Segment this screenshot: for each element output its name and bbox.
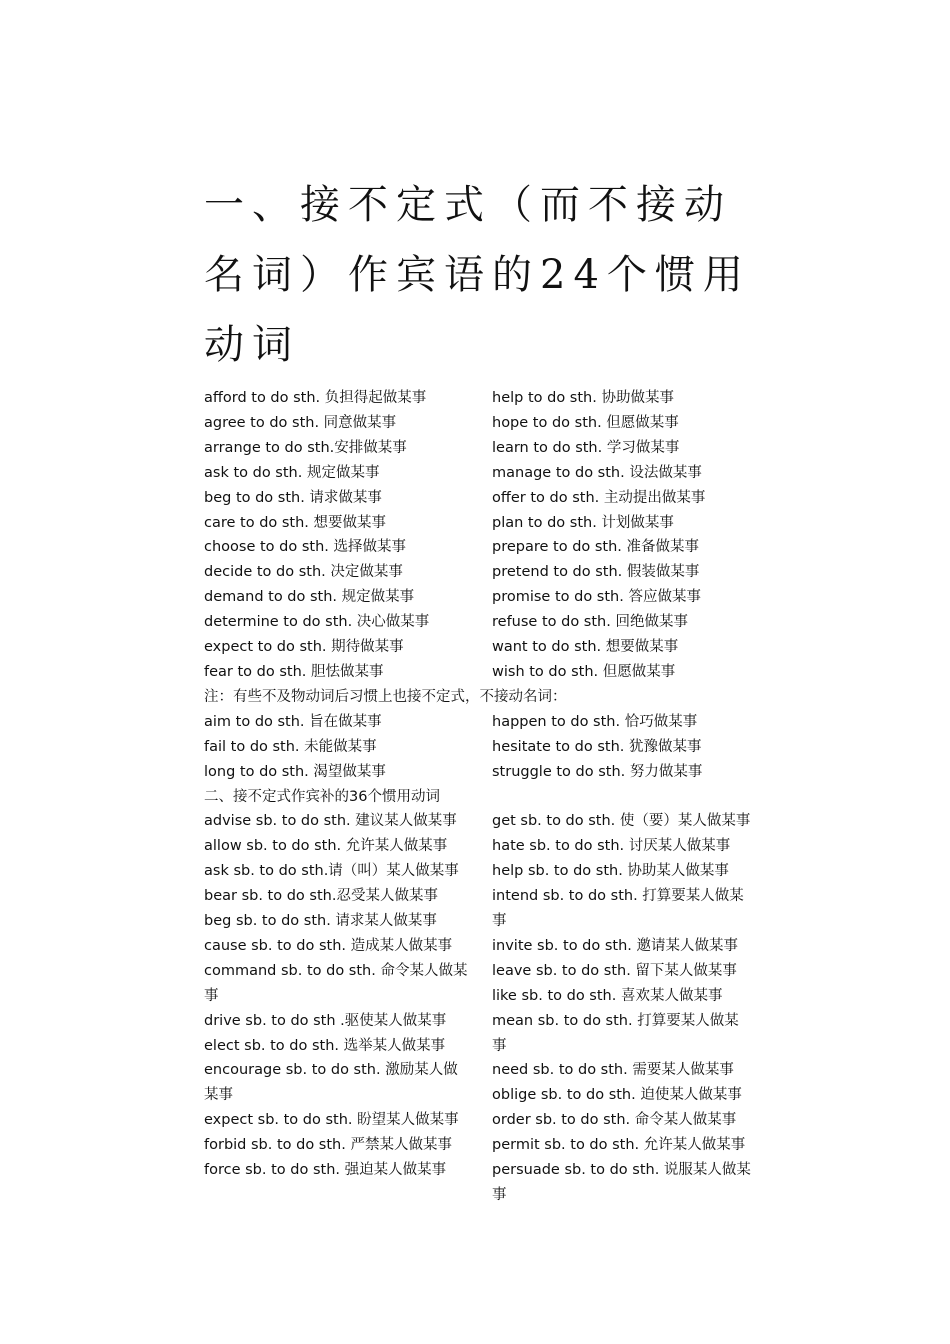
list-item: cause sb. to do sth. 造成某人做某事 — [204, 937, 453, 954]
list-item: afford to do sth. 负担得起做某事 — [204, 390, 427, 406]
list-item: plan to do sth. 计划做某事 — [492, 514, 674, 531]
section2-list — [204, 809, 752, 1208]
list-item: beg to do sth. 请求做某事 — [204, 489, 382, 506]
list-item: fear to do sth. 胆怯做某事 — [204, 663, 384, 680]
list-item: demand to do sth. 规定做某事 — [204, 589, 415, 606]
note-text: 注：有些不及物动词后习惯上也接不定式，不接动名词： — [204, 688, 567, 705]
list-item: forbid sb. to do sth. 严禁某人做某事 — [204, 1137, 452, 1154]
list-item: need sb. to do sth. 需要某人做某事 — [492, 1062, 734, 1079]
list-item: intend sb. to do sth. 打算要某人做某事 — [492, 888, 744, 930]
list-item: hope to do sth. 但愿做某事 — [492, 414, 679, 431]
list-item: pretend to do sth. 假装做某事 — [492, 564, 700, 581]
page-title: 一、接不定式（而不接动名词）作宾语的24个惯用动词 — [204, 182, 751, 368]
section2-right-column — [492, 809, 752, 1208]
list-item: command sb. to do sth. 命令某人做某事 — [204, 962, 468, 1004]
list-item: fail to do sth. 未能做某事 — [204, 738, 377, 755]
list-item: manage to do sth. 设法做某事 — [492, 464, 702, 481]
list-item: decide to do sth. 决定做某事 — [204, 564, 403, 581]
document-page — [204, 170, 752, 1208]
list-item: permit sb. to do sth. 允许某人做某事 — [492, 1137, 746, 1154]
list-item: wish to do sth. 但愿做某事 — [492, 663, 676, 680]
list-item: care to do sth. 想要做某事 — [204, 514, 387, 531]
section1-right-column — [492, 386, 752, 685]
list-item: force sb. to do sth. 强迫某人做某事 — [204, 1162, 447, 1179]
list-item: ask sb. to do sth.请（叫）某人做某事 — [204, 863, 459, 880]
list-item: hate sb. to do sth. 讨厌某人做某事 — [492, 838, 731, 855]
list-item: struggle to do sth. 努力做某事 — [492, 763, 703, 780]
list-item: prepare to do sth. 准备做某事 — [492, 539, 700, 556]
list-item: arrange to do sth.安排做某事 — [204, 439, 407, 456]
list-item: choose to do sth. 选择做某事 — [204, 539, 406, 556]
list-item: drive sb. to do sth .驱使某人做某事 — [204, 1012, 447, 1029]
list-item: order sb. to do sth. 命令某人做某事 — [492, 1112, 737, 1129]
list-item: mean sb. to do sth. 打算要某人做某事 — [492, 1012, 739, 1054]
list-item: beg sb. to do sth. 请求某人做某事 — [204, 913, 437, 930]
note-right-column — [492, 710, 752, 785]
list-item: ask to do sth. 规定做某事 — [204, 464, 380, 481]
list-item: persuade sb. to do sth. 说服某人做某事 — [492, 1162, 751, 1203]
note-list — [204, 710, 752, 785]
list-item: leave sb. to do sth. 留下某人做某事 — [492, 962, 737, 979]
list-item: determine to do sth. 决心做某事 — [204, 614, 430, 631]
list-item: get sb. to do sth. 使（要）某人做某事 — [492, 813, 751, 830]
list-item: want to do sth. 想要做某事 — [492, 639, 679, 656]
list-item: long to do sth. 渴望做某事 — [204, 763, 386, 780]
list-item: agree to do sth. 同意做某事 — [204, 414, 397, 431]
list-item: learn to do sth. 学习做某事 — [492, 439, 680, 456]
section2-left-column — [204, 809, 492, 1208]
list-item: aim to do sth. 旨在做某事 — [204, 713, 382, 730]
note-left-column — [204, 710, 492, 785]
list-item: allow sb. to do sth. 允许某人做某事 — [204, 838, 448, 855]
list-item: expect to do sth. 期待做某事 — [204, 639, 404, 656]
list-item: oblige sb. to do sth. 迫使某人做某事 — [492, 1087, 742, 1104]
list-item: promise to do sth. 答应做某事 — [492, 589, 701, 606]
list-item: advise sb. to do sth. 建议某人做某事 — [204, 813, 457, 830]
list-item: bear sb. to do sth.忍受某人做某事 — [204, 888, 438, 905]
list-item: elect sb. to do sth. 选举某人做某事 — [204, 1037, 446, 1054]
list-item: invite sb. to do sth. 邀请某人做某事 — [492, 937, 739, 954]
section2-title: 二、接不定式作宾补的36个惯用动词 — [204, 788, 440, 805]
section1-left-column — [204, 386, 492, 685]
section1-list — [204, 386, 752, 685]
list-item: encourage sb. to do sth. 激励某人做某事 — [204, 1062, 458, 1104]
list-item: expect sb. to do sth. 盼望某人做某事 — [204, 1112, 459, 1129]
list-item: happen to do sth. 恰巧做某事 — [492, 713, 698, 730]
list-item: help to do sth. 协助做某事 — [492, 390, 674, 406]
list-item: hesitate to do sth. 犹豫做某事 — [492, 738, 702, 755]
list-item: help sb. to do sth. 协助某人做某事 — [492, 863, 729, 880]
list-item: like sb. to do sth. 喜欢某人做某事 — [492, 987, 723, 1004]
list-item: refuse to do sth. 回绝做某事 — [492, 614, 688, 631]
list-item: offer to do sth. 主动提出做某事 — [492, 489, 706, 506]
